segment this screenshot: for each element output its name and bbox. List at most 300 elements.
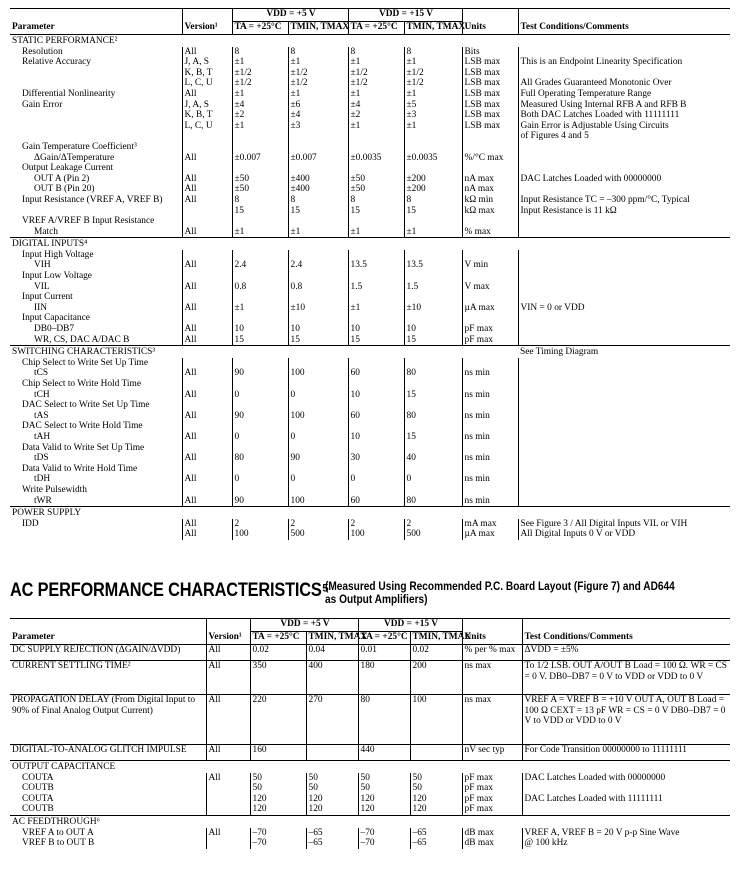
cell-c: –70 [358, 838, 410, 849]
header-parameter [10, 9, 182, 22]
cell-a [232, 292, 288, 303]
header-tc: Test Conditions/Comments [518, 22, 730, 35]
cell-v [182, 142, 232, 153]
cell-b: ±400 [288, 184, 348, 195]
cell-a: ±1 [232, 227, 288, 238]
cell-b: 120 [306, 804, 358, 815]
table-row [10, 57, 730, 68]
cell-u [462, 443, 518, 454]
ac-specs-table [10, 618, 730, 849]
cell-v [182, 313, 232, 324]
cell-b [288, 313, 348, 324]
cell-p: Gain Error [22, 99, 63, 110]
cell-p: Write Pulsewidth [22, 484, 87, 495]
cell-b: ±1/2 [288, 78, 348, 89]
cell-u: ns max [462, 695, 522, 745]
cell-p: COUTA [22, 772, 54, 783]
header-units: Units [462, 22, 518, 35]
cell-b: 8 [288, 195, 348, 206]
cell-a [232, 443, 288, 454]
cell-t: This is an Endpoint Linearity Specification [518, 57, 730, 68]
cell-u: dB max [462, 838, 522, 849]
cell-b: ±4 [288, 110, 348, 121]
table-row [10, 464, 730, 475]
cell-t [522, 804, 730, 815]
cell-c: 60 [348, 368, 404, 379]
cell-c: 440 [358, 745, 410, 761]
cell-p [10, 206, 182, 217]
cell-v [182, 400, 232, 411]
cell-p: Differential Nonlinearity [22, 88, 116, 99]
switching-note: See Timing Diagram [520, 347, 599, 358]
cell-u: %/°C max [462, 153, 518, 164]
cell-v [206, 783, 250, 794]
cell-t [518, 216, 730, 227]
cell-d [404, 292, 462, 303]
cell-d [404, 443, 462, 454]
cell-b [288, 443, 348, 454]
cell-a: ±1/2 [232, 78, 288, 89]
cell-d: 15 [404, 390, 462, 401]
cell-b: 0 [288, 390, 348, 401]
cell-a: ±50 [232, 184, 288, 195]
cell-p: WR, CS, DAC A/DAC B [34, 334, 130, 345]
cell-t: VREF A, VREF B = 20 V p-p Sine Wave [522, 828, 730, 839]
cell-t: Measured Using Internal RFB A and RFB B [518, 100, 730, 111]
switching-section [10, 346, 730, 507]
cell-d: 1.5 [404, 282, 462, 293]
cell-p [10, 110, 182, 121]
cell-t [518, 432, 730, 443]
cell-v: All [182, 184, 232, 195]
cell-v: All [182, 89, 232, 100]
cell-v: All [182, 453, 232, 464]
table-row [10, 260, 730, 271]
cell-u [462, 379, 518, 390]
cell-d [404, 271, 462, 282]
cell-a: 0 [232, 474, 288, 485]
cell-d: ±200 [404, 184, 462, 195]
cell-v: J, A, S [182, 57, 232, 68]
cell-p: tAS [34, 410, 49, 421]
cell-b [288, 292, 348, 303]
cell-v: All [182, 368, 232, 379]
cell-d [404, 421, 462, 432]
cell-d [404, 379, 462, 390]
table-row [10, 745, 730, 761]
cell-c: 8 [348, 195, 404, 206]
ac-feedthrough-section [10, 815, 730, 848]
cell-u: ns min [462, 432, 518, 443]
cell-c: ±1 [348, 89, 404, 100]
cell-c [348, 216, 404, 227]
cell-a: 2.4 [232, 260, 288, 271]
switching-title: SWITCHING CHARACTERISTICS³ [12, 347, 156, 358]
cell-p [10, 121, 182, 132]
cell-a: 15 [232, 206, 288, 217]
cell-d [404, 163, 462, 174]
cell-d: ±1/2 [404, 68, 462, 79]
cell-v [182, 163, 232, 174]
table-row [10, 206, 730, 217]
cell-c [348, 485, 404, 496]
ac-header-ta-5: TA = +25°C [250, 632, 306, 645]
cell-t [518, 163, 730, 174]
ac-header-ta-15: TA = +25°C [358, 632, 410, 645]
cell-b: 100 [288, 496, 348, 507]
cell-t [518, 453, 730, 464]
cell-d: ±5 [404, 100, 462, 111]
cell-t [518, 292, 730, 303]
cell-a: ±2 [232, 110, 288, 121]
cell-d [404, 485, 462, 496]
ac-header-tminmax-15: TMIN, TMAX [410, 632, 462, 645]
cell-d: ±3 [404, 110, 462, 121]
digital-title: DIGITAL INPUTS⁴ [12, 239, 88, 250]
cell-p: PROPAGATION DELAY (From Digital Input to 90% of Final Analog Output Current) [12, 695, 196, 716]
cell-p: tCH [34, 389, 50, 400]
cell-p: Relative Accuracy [22, 57, 91, 68]
cell-c: ±1 [348, 303, 404, 314]
cell-c: 120 [358, 794, 410, 805]
cell-d: 0.02 [410, 645, 462, 661]
cell-v [206, 794, 250, 805]
cell-t [518, 282, 730, 293]
cell-p: DAC Select to Write Set Up Time [22, 400, 150, 411]
cell-p: Input Low Voltage [22, 271, 92, 282]
ac-header-vdd15: VDD = +15 V [358, 619, 462, 632]
cell-t: VIN = 0 or VDD [518, 303, 730, 314]
cell-u: pF max [462, 335, 518, 346]
cell-d: 500 [404, 529, 462, 540]
cell-v: All [206, 661, 250, 695]
cell-c: 10 [348, 390, 404, 401]
cell-b: 8 [288, 47, 348, 58]
cell-v: All [182, 432, 232, 443]
cell-v: All [182, 153, 232, 164]
cell-v: K, B, T [182, 68, 232, 79]
cell-d: –65 [410, 828, 462, 839]
cell-v: K, B, T [182, 110, 232, 121]
cell-u: ns min [462, 453, 518, 464]
cell-t [522, 783, 730, 794]
cell-a: 8 [232, 195, 288, 206]
cell-d: 13.5 [404, 260, 462, 271]
power-section [10, 507, 730, 540]
cell-b: –65 [306, 828, 358, 839]
cell-a: 0.02 [250, 645, 306, 661]
cell-c: 8 [348, 47, 404, 58]
ac-header-tminmax-5: TMIN, TMAX [306, 632, 358, 645]
cell-u: pF max [462, 804, 522, 815]
cell-b: 10 [288, 324, 348, 335]
cell-u [462, 163, 518, 174]
cell-p: VREF A to OUT A [22, 827, 94, 838]
cell-a: –70 [250, 838, 306, 849]
cell-v: All [182, 47, 232, 58]
cell-u: V min [462, 260, 518, 271]
cell-d: 100 [410, 695, 462, 745]
cell-b: 2 [288, 519, 348, 530]
table-row [10, 100, 730, 111]
cell-v [182, 216, 232, 227]
cell-a: ±50 [232, 174, 288, 185]
table-row [10, 250, 730, 261]
cell-b: ±10 [288, 303, 348, 314]
cell-v [182, 379, 232, 390]
cell-p: VREF B to OUT B [22, 838, 95, 849]
cell-v [182, 250, 232, 261]
cell-v [182, 292, 232, 303]
cell-b: ±1 [288, 89, 348, 100]
cell-u: LSB max [462, 78, 518, 89]
table-row [10, 474, 730, 485]
ac-header-parameter: Parameter [12, 631, 55, 642]
cell-c [348, 313, 404, 324]
cell-u [462, 292, 518, 303]
table-row [10, 411, 730, 422]
cell-a [232, 485, 288, 496]
cell-t: To 1/2 LSB. OUT A/OUT B Load = 100 Ω. WR = CS = 0 V. DB0–DB7 = 0 V to VDD or VDD to 0 V [522, 661, 730, 695]
cell-p: VIH [34, 260, 51, 271]
cell-u: LSB max [462, 68, 518, 79]
cell-v: L, C, U [182, 78, 232, 89]
cell-t: DAC Latches Loaded with 00000000 [522, 773, 730, 784]
cell-d [404, 216, 462, 227]
cell-c [348, 443, 404, 454]
cell-u: pF max [462, 783, 522, 794]
cell-v: All [206, 645, 250, 661]
cell-v [206, 804, 250, 815]
cell-t: Gain Error is Adjustable Using Circuits [518, 121, 730, 132]
cell-t [518, 227, 730, 238]
cell-v: All [182, 474, 232, 485]
cell-t: DAC Latches Loaded with 11111111 [522, 794, 730, 805]
ac-header-vdd5: VDD = +5 V [250, 619, 358, 632]
cell-p: IIN [34, 302, 48, 313]
cell-t [518, 47, 730, 58]
cell-c: 10 [348, 324, 404, 335]
cell-u: nA max [462, 184, 518, 195]
cell-b: 0.8 [288, 282, 348, 293]
cell-u [462, 313, 518, 324]
cell-u: ns max [462, 661, 522, 695]
cell-p: Chip Select to Write Hold Time [22, 379, 141, 389]
cell-b: ±0.007 [288, 153, 348, 164]
ac-header-version: Version¹ [206, 632, 250, 645]
cell-p: Gain Temperature Coefficient³ [22, 141, 137, 152]
cell-v: All [182, 303, 232, 314]
cell-t: Input Resistance TC = –300 ppm/°C, Typical [518, 195, 730, 206]
cell-v: All [182, 390, 232, 401]
cell-u: ns min [462, 368, 518, 379]
cell-u: ns min [462, 474, 518, 485]
cell-d [404, 400, 462, 411]
cell-d [404, 142, 462, 153]
cell-v [182, 443, 232, 454]
cell-v [182, 271, 232, 282]
cell-d [404, 358, 462, 369]
cell-a: 90 [232, 368, 288, 379]
cell-t [518, 390, 730, 401]
table-row [10, 174, 730, 185]
cell-b: ±6 [288, 100, 348, 111]
cell-t [518, 68, 730, 79]
header-version [182, 9, 232, 22]
cell-u: pF max [462, 324, 518, 335]
cell-p: Input High Voltage [22, 249, 94, 260]
cell-c: ±50 [348, 174, 404, 185]
cell-t [518, 335, 730, 346]
cell-c [348, 131, 404, 142]
cell-a: 160 [250, 745, 306, 761]
cell-d: 15 [404, 432, 462, 443]
table-row [10, 184, 730, 195]
header-tminmax-15: TMIN, TMAX [404, 22, 462, 35]
table-row [10, 379, 730, 390]
output-capacitance-section [10, 761, 730, 816]
table-row [10, 661, 730, 695]
header-vdd15: VDD = +15 V [348, 9, 462, 22]
cell-u [462, 485, 518, 496]
table-row [10, 121, 730, 132]
cell-t: For Code Transition 00000000 to 11111111 [522, 745, 730, 761]
table-row [10, 783, 730, 794]
cell-b: ±1/2 [288, 68, 348, 79]
cell-p: Data Valid to Write Hold Time [22, 463, 138, 474]
cell-b [288, 358, 348, 369]
ac-main-section [10, 645, 730, 761]
cell-c: 1.5 [348, 282, 404, 293]
cell-t [518, 313, 730, 324]
table-row [10, 828, 730, 839]
cell-v: All [182, 519, 232, 530]
cell-u: mA max [462, 519, 518, 530]
table-row [10, 153, 730, 164]
cell-p: OUT B (Pin 20) [34, 184, 95, 195]
cell-d: 120 [410, 794, 462, 805]
table-row [10, 485, 730, 496]
cell-c: 13.5 [348, 260, 404, 271]
cell-p: tCS [34, 368, 49, 379]
cell-c: 50 [358, 783, 410, 794]
ac-header-tc: Test Conditions/Comments [522, 632, 730, 645]
cell-d [404, 313, 462, 324]
cell-v [182, 358, 232, 369]
cell-u: kΩ max [462, 206, 518, 217]
cell-t [518, 250, 730, 261]
cell-u: LSB max [462, 121, 518, 132]
cell-c: 15 [348, 206, 404, 217]
cell-v: All [182, 282, 232, 293]
static-section [10, 35, 730, 238]
cell-b: 100 [288, 368, 348, 379]
cell-v [182, 421, 232, 432]
cell-c [348, 142, 404, 153]
cell-b: 50 [306, 783, 358, 794]
cell-b: 90 [288, 453, 348, 464]
cell-p [10, 68, 182, 79]
cell-d: 40 [404, 453, 462, 464]
cell-b: 500 [288, 529, 348, 540]
cell-b: 120 [306, 794, 358, 805]
cell-a: 100 [232, 529, 288, 540]
cell-d: 80 [404, 411, 462, 422]
cell-d: ±1 [404, 89, 462, 100]
cell-d: 8 [404, 47, 462, 58]
cell-p: COUTA [22, 793, 54, 804]
cell-v [182, 464, 232, 475]
cell-u [462, 358, 518, 369]
cell-b [288, 216, 348, 227]
cell-t: Input Resistance is 11 kΩ [518, 206, 730, 217]
cell-p: DIGITAL-TO-ANALOG GLITCH IMPULSE [12, 745, 187, 755]
table-row [10, 313, 730, 324]
table-row [10, 695, 730, 745]
cell-p: IDD [22, 518, 39, 529]
cell-v: All [206, 695, 250, 745]
table-row [10, 227, 730, 238]
cell-v [182, 206, 232, 217]
cell-c: 10 [348, 432, 404, 443]
table-row [10, 645, 730, 661]
cell-t: Full Operating Temperature Range [518, 89, 730, 100]
cell-u [462, 250, 518, 261]
cell-c [348, 250, 404, 261]
cell-c [348, 292, 404, 303]
cell-u [462, 216, 518, 227]
header-parameter-label: Parameter [12, 21, 55, 32]
cell-u: dB max [462, 828, 522, 839]
cell-a: 90 [232, 496, 288, 507]
cell-c: ±4 [348, 100, 404, 111]
cell-p: DC SUPPLY REJECTION (ΔGAIN/ΔVDD) [12, 645, 181, 655]
cell-u: µA max [462, 303, 518, 314]
cell-p: tDH [34, 474, 51, 485]
cell-t: @ 100 kHz [522, 838, 730, 849]
cell-c: 60 [348, 496, 404, 507]
cell-u: LSB max [462, 110, 518, 121]
cell-b [288, 163, 348, 174]
cell-u: % max [462, 227, 518, 238]
cell-a [232, 313, 288, 324]
cell-d: 2 [404, 519, 462, 530]
table-row [10, 324, 730, 335]
cell-a: 120 [250, 794, 306, 805]
cell-d: 80 [404, 368, 462, 379]
cell-d: 120 [410, 804, 462, 815]
cell-a [232, 163, 288, 174]
cell-b: 100 [288, 411, 348, 422]
table-row [10, 303, 730, 314]
cell-v: All [182, 227, 232, 238]
cell-u: ns min [462, 411, 518, 422]
table-row [10, 335, 730, 346]
cell-t [518, 464, 730, 475]
cell-u [462, 271, 518, 282]
table-row [10, 78, 730, 89]
cell-a: ±1 [232, 121, 288, 132]
cell-b [288, 250, 348, 261]
header-tminmax-5: TMIN, TMAX [288, 22, 348, 35]
cell-d: ±1/2 [404, 78, 462, 89]
cell-t [518, 379, 730, 390]
cell-d: ±1 [404, 57, 462, 68]
cell-a: 0 [232, 432, 288, 443]
header-ta-15: TA = +25°C [348, 22, 404, 35]
cell-a: 8 [232, 47, 288, 58]
cell-p: DAC Select to Write Hold Time [22, 421, 143, 432]
